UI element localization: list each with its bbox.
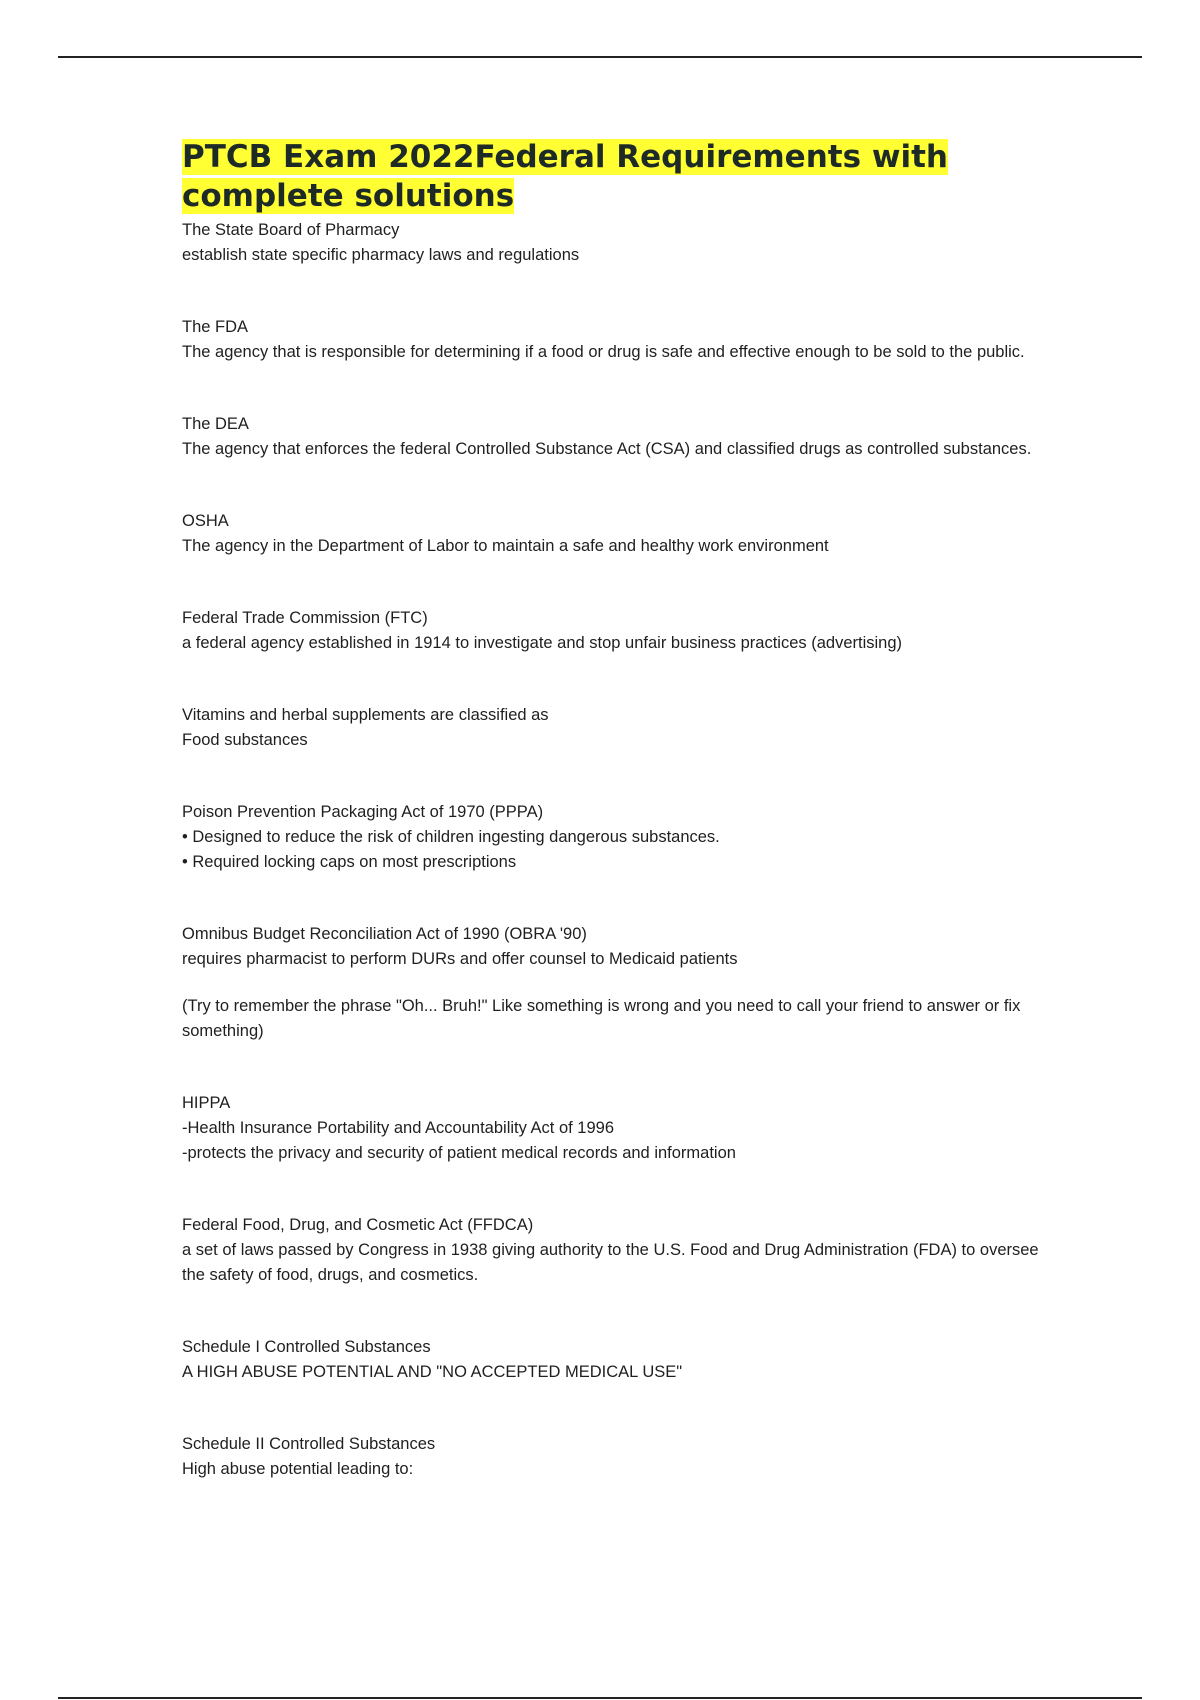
entry-definition: The agency in the Department of Labor to maintain a safe and healthy work environment: [182, 537, 829, 555]
entry-term: Schedule II Controlled Substances: [182, 1435, 436, 1453]
header-rule: [58, 56, 1142, 58]
document-body: [182, 138, 1042, 1482]
entry-bullet: • Designed to reduce the risk of children ingesting dangerous substances.: [182, 828, 720, 846]
entry-definition: The agency that is responsible for determining if a food or drug is safe and effective enough to be sold to the public.: [182, 343, 1025, 361]
entry-note: (Try to remember the phrase "Oh... Bruh!" Like something is wrong and you need to call your friend to answer or fix something): [182, 997, 1025, 1040]
entry-bullet: • Required locking caps on most prescriptions: [182, 853, 517, 871]
entry-term: Poison Prevention Packaging Act of 1970 (PPPA): [182, 803, 544, 821]
entry-term: The DEA: [182, 415, 249, 433]
entry-term: Omnibus Budget Reconciliation Act of 1990 (OBRA '90): [182, 925, 587, 943]
entry-term: Federal Food, Drug, and Cosmetic Act (FFDCA): [182, 1216, 534, 1234]
entry-definition: The agency that enforces the federal Controlled Substance Act (CSA) and classified drugs as controlled substances.: [182, 440, 1032, 458]
entry-definition: -Health Insurance Portability and Accountability Act of 1996: [182, 1119, 615, 1137]
entry-ftc: [182, 606, 1042, 656]
entry-term: HIPPA: [182, 1094, 231, 1112]
entry-definition: a federal agency established in 1914 to investigate and stop unfair business practices (advertising): [182, 634, 903, 652]
entry-term: Schedule I Controlled Substances: [182, 1338, 431, 1356]
entry-definition: Food substances: [182, 731, 308, 749]
footer-rule: [58, 1697, 1142, 1699]
entry-schedule-2: [182, 1432, 1042, 1482]
entry-definition: A HIGH ABUSE POTENTIAL AND "NO ACCEPTED MEDICAL USE": [182, 1363, 683, 1381]
entry-definition: a set of laws passed by Congress in 1938 giving authority to the U.S. Food and Drug Administration (FDA) to oversee the safety of food, drugs, and cosmetics.: [182, 1241, 1044, 1284]
entry-term: Federal Trade Commission (FTC): [182, 609, 428, 627]
entry-definition: requires pharmacist to perform DURs and offer counsel to Medicaid patients: [182, 950, 738, 968]
entry-pppa: [182, 800, 1042, 875]
entry-term: The State Board of Pharmacy: [182, 221, 400, 239]
entry-term: The FDA: [182, 318, 249, 336]
entry-ffdca: [182, 1213, 1042, 1288]
entry-term: OSHA: [182, 512, 229, 530]
title-highlight: PTCB Exam 2022Federal Requirements with complete solutions: [182, 139, 948, 214]
entry-vitamins: [182, 703, 1042, 753]
entry-term: Vitamins and herbal supplements are classified as: [182, 706, 549, 724]
entry-osha: [182, 509, 1042, 559]
document-title: [182, 138, 1042, 216]
entry-state-board: [182, 218, 1042, 268]
entry-schedule-1: [182, 1335, 1042, 1385]
entry-definition: establish state specific pharmacy laws and regulations: [182, 246, 580, 264]
entry-obra: [182, 922, 1042, 1044]
entry-fda: [182, 315, 1042, 365]
entry-spacer: [182, 972, 1042, 994]
entry-definition: -protects the privacy and security of patient medical records and information: [182, 1144, 736, 1162]
entry-definition: High abuse potential leading to:: [182, 1460, 414, 1478]
entry-dea: [182, 412, 1042, 462]
entry-hippa: [182, 1091, 1042, 1166]
